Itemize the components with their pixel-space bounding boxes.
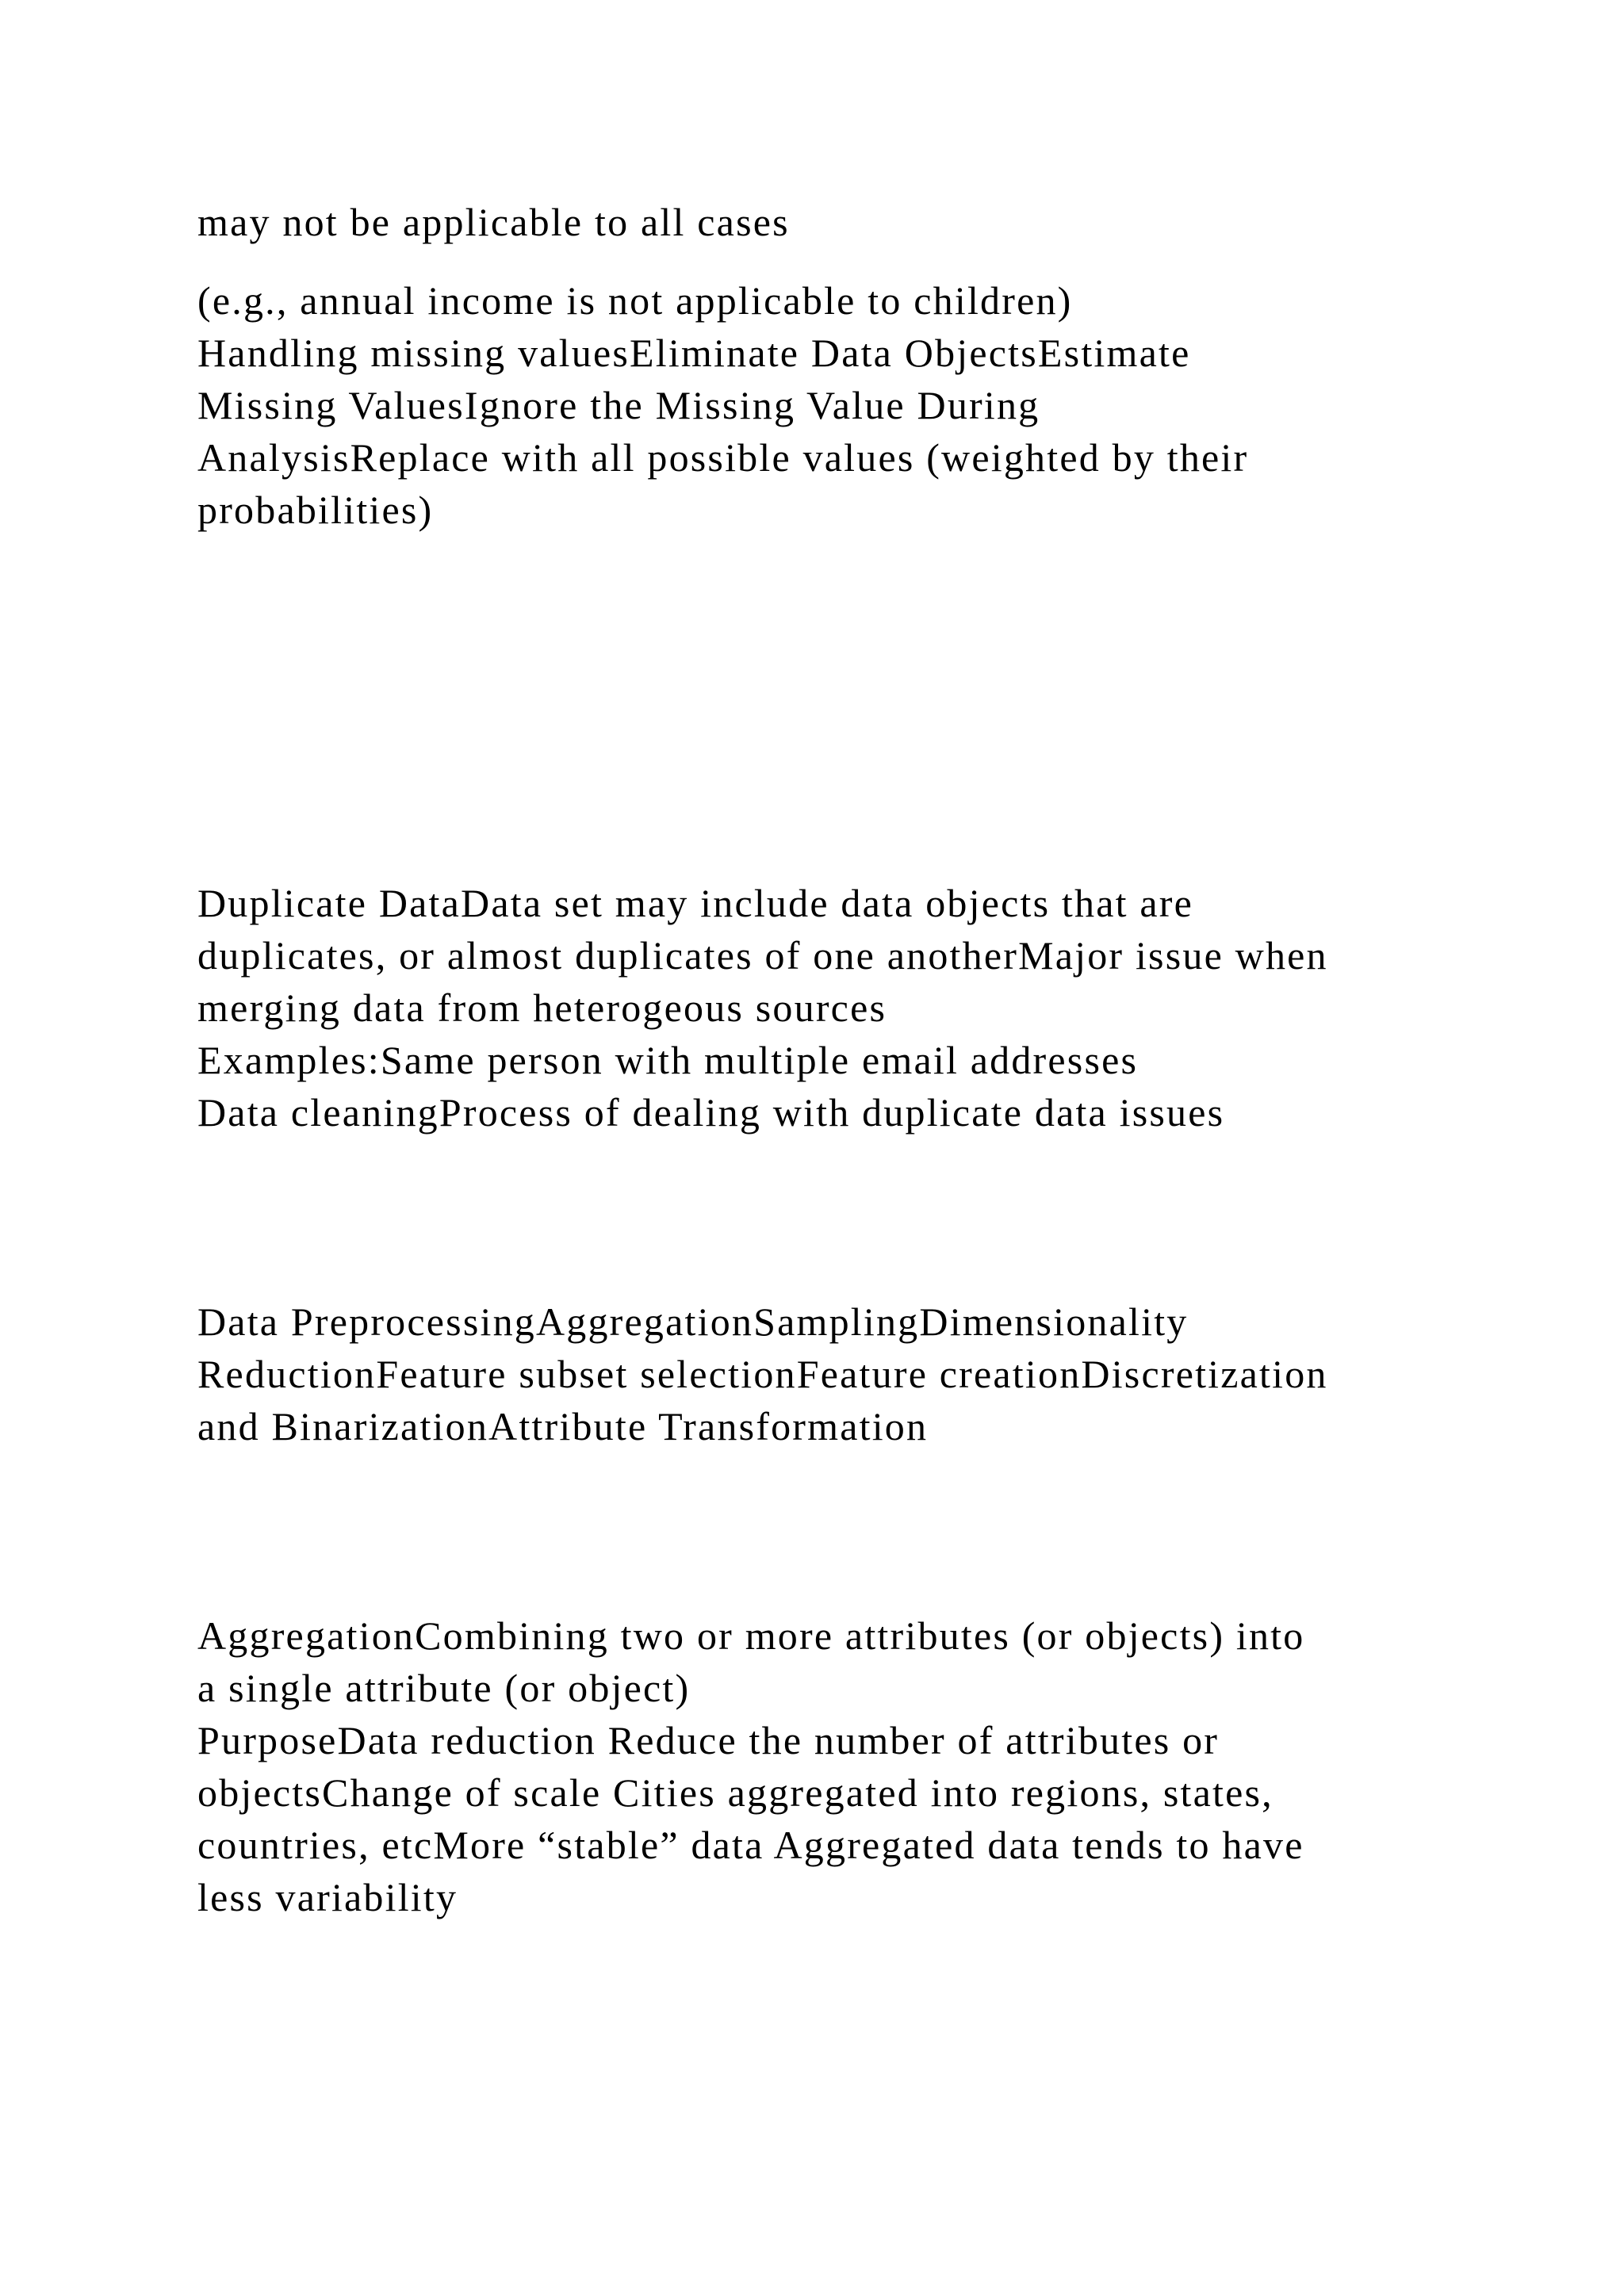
text-line: Missing ValuesIgnore the Missing Value During: [197, 383, 1040, 427]
text-line: probabilities): [197, 488, 434, 532]
text-line: Data PreprocessingAggregationSamplingDimensionality: [197, 1299, 1189, 1344]
text-line: PurposeData reduction Reduce the number of attributes or: [197, 1718, 1220, 1762]
text-line: ReductionFeature subset selectionFeature creationDiscretization: [197, 1352, 1328, 1396]
text-line: objectsChange of scale Cities aggregated into regions, states,: [197, 1770, 1274, 1815]
text-line: Data cleaningProcess of dealing with duplicate data issues: [197, 1090, 1225, 1135]
text-line: (e.g., annual income is not applicable to children): [197, 278, 1073, 323]
text-line: Duplicate DataData set may include data objects that are: [197, 881, 1194, 925]
text-line: and BinarizationAttribute Transformation: [197, 1404, 929, 1448]
text-line: AnalysisReplace with all possible values (weighted by their: [197, 435, 1249, 480]
text-line: duplicates, or almost duplicates of one anotherMajor issue when: [197, 933, 1328, 978]
text-line: less variability: [197, 1875, 458, 1919]
text-line: may not be applicable to all cases: [197, 200, 790, 244]
text-line: merging data from heterogeous sources: [197, 985, 887, 1030]
text-line: Handling missing valuesEliminate Data ObjectsEstimate: [197, 331, 1191, 375]
text-line: countries, etcMore “stable” data Aggregated data tends to have: [197, 1823, 1304, 1867]
text-line: a single attribute (or object): [197, 1666, 691, 1710]
text-line: Examples:Same person with multiple email addresses: [197, 1038, 1139, 1082]
text-line: AggregationCombining two or more attributes (or objects) into: [197, 1613, 1305, 1658]
